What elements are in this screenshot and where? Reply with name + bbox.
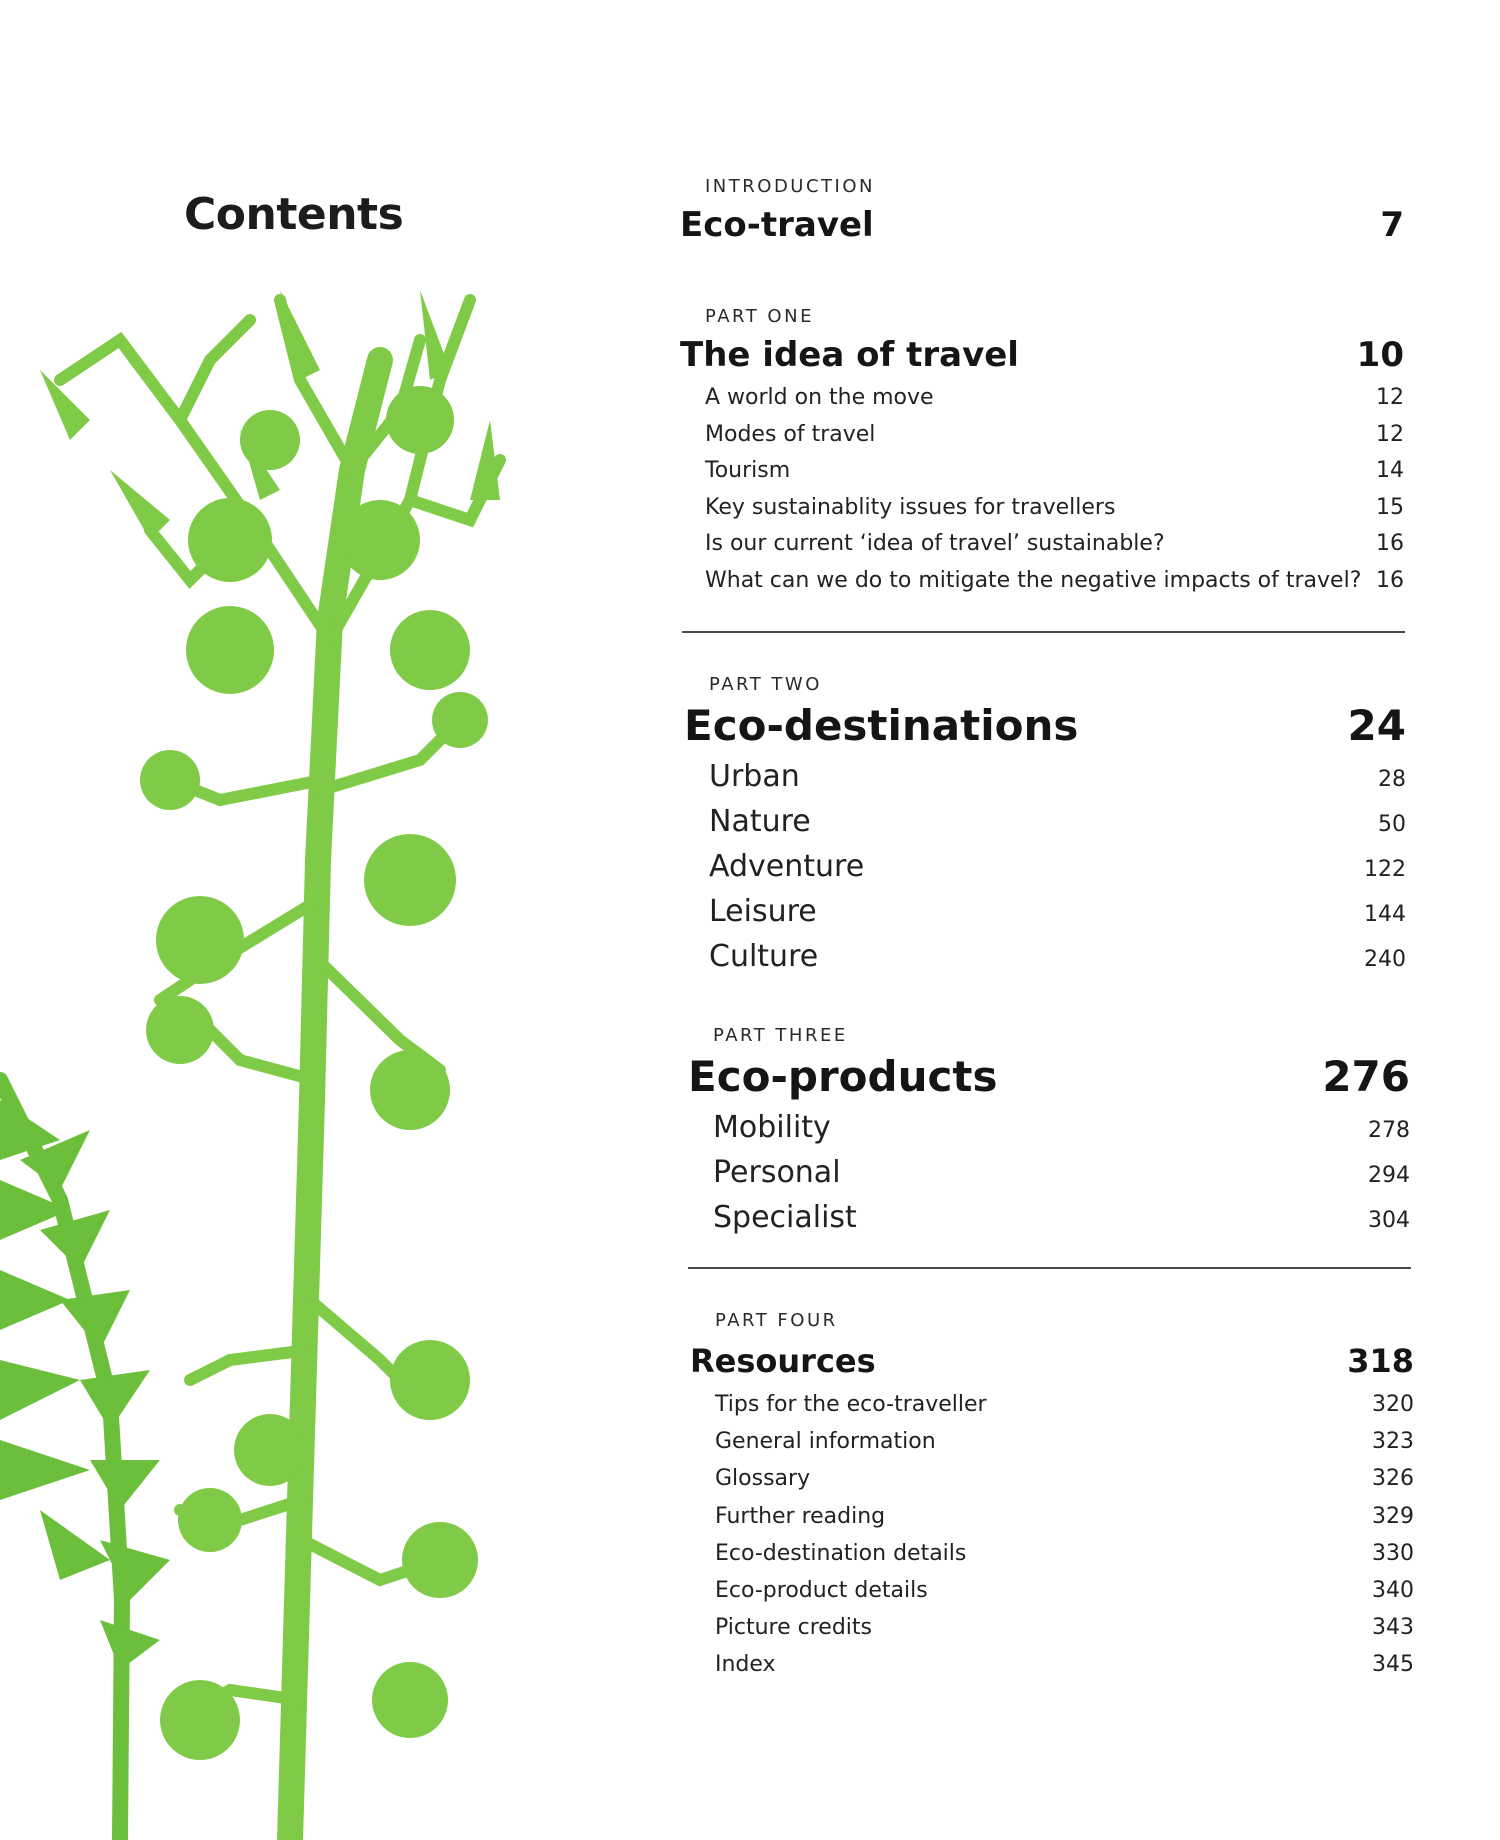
entry-label: Specialist (713, 1200, 857, 1235)
entry-page-number: 12 (1376, 385, 1404, 410)
toc-entry[interactable] (713, 1107, 1410, 1152)
toc-entry[interactable] (715, 1572, 1414, 1609)
section-title: Eco-destinations (684, 701, 1079, 750)
entry-page-number: 16 (1376, 567, 1404, 593)
section-heading[interactable] (680, 200, 1404, 250)
section-heading[interactable] (680, 330, 1404, 380)
toc-entry[interactable] (709, 936, 1406, 981)
entry-page-number: 122 (1364, 857, 1406, 882)
section-kicker: PART TWO (709, 674, 822, 695)
entry-label: Tips for the eco-traveller (715, 1392, 987, 1417)
section-page-number: 318 (1347, 1342, 1414, 1380)
entry-label: Glossary (715, 1466, 811, 1492)
section-page-number: 10 (1356, 335, 1404, 375)
toc-entry[interactable] (715, 1609, 1414, 1646)
entry-label: Eco-destination details (715, 1540, 967, 1566)
entry-label: Key sustainablity issues for travellers (705, 494, 1116, 520)
section-kicker: PART FOUR (715, 1310, 838, 1331)
toc-entry[interactable] (713, 1197, 1410, 1242)
section-title: Eco-products (688, 1052, 998, 1101)
section-title: The idea of travel (680, 335, 1019, 375)
toc-entry[interactable] (705, 563, 1404, 600)
entry-label: What can we do to mitigate the negative impacts of travel? (705, 567, 1362, 593)
section-heading[interactable] (690, 1336, 1414, 1386)
entry-page-number: 323 (1372, 1429, 1414, 1455)
entry-label: Further reading (715, 1503, 886, 1529)
section-page-number: 7 (1380, 205, 1404, 245)
toc-entry[interactable] (715, 1460, 1414, 1497)
entry-label: Eco-product details (715, 1578, 928, 1604)
entry-page-number: 343 (1372, 1615, 1414, 1641)
toc-entry[interactable] (715, 1646, 1414, 1683)
toc-entry[interactable] (715, 1386, 1414, 1423)
section-page-number: 24 (1347, 701, 1406, 750)
entry-page-number: 304 (1368, 1208, 1410, 1233)
section-part-four (690, 1310, 1414, 1684)
entry-label: Urban (709, 759, 800, 794)
section-part-three (688, 1025, 1410, 1242)
entry-label: General information (715, 1429, 936, 1455)
entry-page-number: 12 (1376, 421, 1404, 447)
entry-page-number: 340 (1372, 1578, 1414, 1604)
toc-entry[interactable] (709, 756, 1406, 801)
entry-page-number: 14 (1376, 458, 1404, 483)
toc-entry[interactable] (705, 526, 1404, 563)
entry-label: Modes of travel (705, 421, 876, 447)
toc-entry[interactable] (713, 1152, 1410, 1197)
toc-entry[interactable] (705, 380, 1404, 417)
entry-page-number: 278 (1368, 1118, 1410, 1143)
entry-page-number: 50 (1378, 812, 1406, 837)
toc-entry[interactable] (705, 417, 1404, 454)
toc-entry[interactable] (705, 490, 1404, 527)
section-kicker: PART THREE (713, 1025, 848, 1046)
entry-page-number: 330 (1372, 1540, 1414, 1566)
entry-page-number: 345 (1372, 1652, 1414, 1678)
toc-entry[interactable] (709, 801, 1406, 846)
entry-page-number: 294 (1368, 1163, 1410, 1188)
entry-page-number: 240 (1364, 947, 1406, 972)
section-kicker: INTRODUCTION (705, 176, 875, 197)
entry-label: Index (715, 1652, 776, 1678)
section-kicker: PART ONE (705, 306, 814, 327)
entry-page-number: 144 (1364, 902, 1406, 927)
section-heading[interactable] (684, 696, 1406, 756)
entry-label: Adventure (709, 849, 865, 884)
section-part-two (684, 674, 1406, 981)
entry-page-number: 320 (1372, 1392, 1414, 1417)
entry-label: Mobility (713, 1110, 831, 1145)
entry-label: Picture credits (715, 1615, 873, 1641)
entry-label: Nature (709, 804, 811, 839)
entry-page-number: 15 (1376, 494, 1404, 520)
section-introduction (680, 176, 1404, 250)
section-divider (688, 1267, 1411, 1269)
entry-label: A world on the move (705, 385, 934, 410)
entry-label: Culture (709, 939, 819, 974)
entry-label: Tourism (705, 458, 791, 483)
section-title: Resources (690, 1342, 876, 1380)
page-title: Contents (184, 189, 404, 241)
section-part-one (680, 306, 1404, 599)
toc-entry[interactable] (715, 1535, 1414, 1572)
section-divider (682, 631, 1405, 633)
toc-entry[interactable] (709, 891, 1406, 936)
entry-page-number: 329 (1372, 1503, 1414, 1529)
section-heading[interactable] (688, 1047, 1410, 1107)
entry-label: Personal (713, 1155, 841, 1190)
entry-page-number: 326 (1372, 1466, 1414, 1492)
entry-page-number: 28 (1378, 767, 1406, 792)
toc-entry[interactable] (705, 453, 1404, 490)
toc-entry[interactable] (709, 846, 1406, 891)
entry-page-number: 16 (1376, 531, 1404, 556)
entry-label: Leisure (709, 894, 817, 929)
entry-label: Is our current ‘idea of travel’ sustainable? (705, 531, 1165, 556)
section-page-number: 276 (1322, 1052, 1410, 1101)
toc-entry[interactable] (715, 1498, 1414, 1535)
toc-entry[interactable] (715, 1423, 1414, 1460)
section-title: Eco-travel (680, 205, 874, 245)
